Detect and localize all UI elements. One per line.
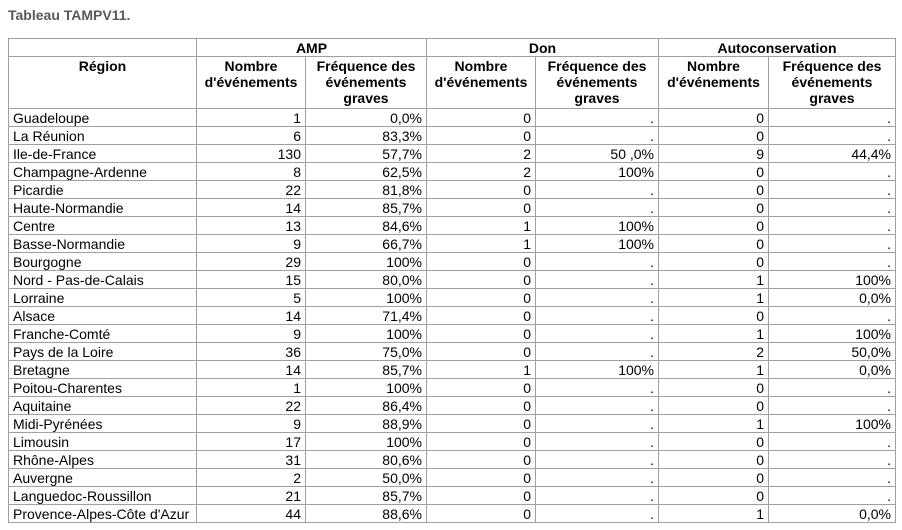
auto-frequence-cell: . bbox=[769, 433, 896, 451]
auto-nombre-cell: 0 bbox=[659, 487, 769, 505]
region-cell: Guadeloupe bbox=[9, 109, 197, 127]
amp-frequence-cell: 88,9% bbox=[306, 415, 427, 433]
group-header-autoconservation: Autoconservation bbox=[659, 39, 896, 57]
don-frequence-cell: . bbox=[536, 307, 659, 325]
amp-frequence-cell: 57,7% bbox=[306, 145, 427, 163]
table-title: Tableau TAMPV11. bbox=[8, 7, 131, 23]
don-nombre-cell: 0 bbox=[427, 415, 536, 433]
amp-nombre-cell: 14 bbox=[197, 361, 306, 379]
auto-frequence-cell: . bbox=[769, 163, 896, 181]
group-header-don: Don bbox=[427, 39, 659, 57]
don-nombre-cell: 0 bbox=[427, 379, 536, 397]
amp-frequence-cell: 0,0% bbox=[306, 109, 427, 127]
don-frequence-cell: . bbox=[536, 199, 659, 217]
auto-frequence-cell: . bbox=[769, 307, 896, 325]
amp-frequence-cell: 75,0% bbox=[306, 343, 427, 361]
region-cell: Basse-Normandie bbox=[9, 235, 197, 253]
auto-frequence-cell: . bbox=[769, 451, 896, 469]
table-row bbox=[9, 271, 896, 289]
auto-frequence-cell: 0,0% bbox=[769, 361, 896, 379]
auto-frequence-cell: 100% bbox=[769, 415, 896, 433]
table-row bbox=[9, 109, 896, 127]
don-frequence-cell: . bbox=[536, 415, 659, 433]
region-cell: Bourgogne bbox=[9, 253, 197, 271]
amp-frequence-cell: 85,7% bbox=[306, 487, 427, 505]
don-nombre-cell: 0 bbox=[427, 271, 536, 289]
amp-nombre-cell: 14 bbox=[197, 307, 306, 325]
table-row bbox=[9, 307, 896, 325]
auto-nombre-cell: 0 bbox=[659, 127, 769, 145]
don-frequence-cell: 100% bbox=[536, 235, 659, 253]
don-nombre-cell: 0 bbox=[427, 199, 536, 217]
amp-nombre-cell: 21 bbox=[197, 487, 306, 505]
don-nombre-cell: 1 bbox=[427, 361, 536, 379]
auto-nombre-cell: 0 bbox=[659, 451, 769, 469]
auto-nombre-cell: 1 bbox=[659, 415, 769, 433]
auto-nombre-cell: 0 bbox=[659, 199, 769, 217]
don-frequence-cell: . bbox=[536, 253, 659, 271]
amp-nombre-cell: 9 bbox=[197, 415, 306, 433]
table-row bbox=[9, 361, 896, 379]
don-nombre-cell: 0 bbox=[427, 433, 536, 451]
table-row bbox=[9, 397, 896, 415]
auto-nombre-cell: 1 bbox=[659, 271, 769, 289]
auto-nombre-header: Nombre d'événements bbox=[659, 57, 769, 109]
don-nombre-cell: 0 bbox=[427, 505, 536, 523]
region-cell: Picardie bbox=[9, 181, 197, 199]
don-frequence-cell: . bbox=[536, 289, 659, 307]
region-cell: Languedoc-Roussillon bbox=[9, 487, 197, 505]
amp-nombre-cell: 22 bbox=[197, 181, 306, 199]
don-nombre-cell: 2 bbox=[427, 145, 536, 163]
auto-frequence-cell: . bbox=[769, 199, 896, 217]
amp-nombre-cell: 1 bbox=[197, 379, 306, 397]
region-cell: Ile-de-France bbox=[9, 145, 197, 163]
auto-frequence-cell: . bbox=[769, 397, 896, 415]
don-frequence-cell: . bbox=[536, 433, 659, 451]
auto-nombre-cell: 1 bbox=[659, 325, 769, 343]
don-frequence-cell: . bbox=[536, 397, 659, 415]
table-row bbox=[9, 289, 896, 307]
region-cell: Haute-Normandie bbox=[9, 199, 197, 217]
auto-nombre-cell: 0 bbox=[659, 397, 769, 415]
amp-frequence-cell: 88,6% bbox=[306, 505, 427, 523]
amp-frequence-cell: 80,6% bbox=[306, 451, 427, 469]
amp-nombre-cell: 22 bbox=[197, 397, 306, 415]
amp-nombre-cell: 44 bbox=[197, 505, 306, 523]
amp-frequence-cell: 86,4% bbox=[306, 397, 427, 415]
amp-nombre-cell: 31 bbox=[197, 451, 306, 469]
auto-frequence-cell: . bbox=[769, 217, 896, 235]
table-row bbox=[9, 235, 896, 253]
table-row bbox=[9, 253, 896, 271]
amp-nombre-cell: 29 bbox=[197, 253, 306, 271]
don-nombre-cell: 1 bbox=[427, 235, 536, 253]
don-nombre-cell: 0 bbox=[427, 451, 536, 469]
region-cell: Poitou-Charentes bbox=[9, 379, 197, 397]
auto-nombre-cell: 0 bbox=[659, 109, 769, 127]
don-nombre-cell: 0 bbox=[427, 109, 536, 127]
auto-frequence-cell: . bbox=[769, 253, 896, 271]
don-frequence-cell: . bbox=[536, 271, 659, 289]
amp-frequence-cell: 100% bbox=[306, 379, 427, 397]
table-row bbox=[9, 343, 896, 361]
auto-frequence-cell: 0,0% bbox=[769, 505, 896, 523]
don-frequence-cell: . bbox=[536, 127, 659, 145]
amp-frequence-cell: 80,0% bbox=[306, 271, 427, 289]
don-frequence-header: Fréquence des événements graves bbox=[536, 57, 659, 109]
amp-nombre-cell: 15 bbox=[197, 271, 306, 289]
auto-nombre-cell: 0 bbox=[659, 235, 769, 253]
amp-frequence-cell: 84,6% bbox=[306, 217, 427, 235]
events-by-region-table bbox=[8, 38, 896, 523]
region-cell: Limousin bbox=[9, 433, 197, 451]
region-cell: Lorraine bbox=[9, 289, 197, 307]
auto-nombre-cell: 1 bbox=[659, 505, 769, 523]
auto-nombre-cell: 2 bbox=[659, 343, 769, 361]
auto-frequence-cell: 50,0% bbox=[769, 343, 896, 361]
amp-nombre-cell: 5 bbox=[197, 289, 306, 307]
auto-frequence-cell: . bbox=[769, 181, 896, 199]
table-row bbox=[9, 451, 896, 469]
region-cell: Auvergne bbox=[9, 469, 197, 487]
don-nombre-cell: 2 bbox=[427, 163, 536, 181]
table-row bbox=[9, 433, 896, 451]
amp-frequence-cell: 85,7% bbox=[306, 361, 427, 379]
table-row bbox=[9, 145, 896, 163]
auto-frequence-cell: 100% bbox=[769, 325, 896, 343]
auto-nombre-cell: 9 bbox=[659, 145, 769, 163]
don-frequence-cell: . bbox=[536, 325, 659, 343]
don-nombre-header: Nombre d'événements bbox=[427, 57, 536, 109]
table-row bbox=[9, 325, 896, 343]
amp-frequence-cell: 100% bbox=[306, 289, 427, 307]
region-cell: Alsace bbox=[9, 307, 197, 325]
auto-nombre-cell: 0 bbox=[659, 181, 769, 199]
table-header bbox=[9, 39, 896, 109]
table-row bbox=[9, 127, 896, 145]
region-cell: Centre bbox=[9, 217, 197, 235]
auto-nombre-cell: 0 bbox=[659, 379, 769, 397]
auto-frequence-header: Fréquence des événements graves bbox=[769, 57, 896, 109]
region-column-header: Région bbox=[9, 57, 197, 109]
don-nombre-cell: 0 bbox=[427, 325, 536, 343]
don-nombre-cell: 0 bbox=[427, 307, 536, 325]
don-frequence-cell: . bbox=[536, 505, 659, 523]
amp-frequence-cell: 85,7% bbox=[306, 199, 427, 217]
amp-frequence-cell: 62,5% bbox=[306, 163, 427, 181]
amp-nombre-cell: 130 bbox=[197, 145, 306, 163]
amp-nombre-cell: 14 bbox=[197, 199, 306, 217]
don-nombre-cell: 0 bbox=[427, 289, 536, 307]
don-frequence-cell: . bbox=[536, 487, 659, 505]
don-nombre-cell: 0 bbox=[427, 487, 536, 505]
table-row bbox=[9, 487, 896, 505]
amp-frequence-header: Fréquence des événements graves bbox=[306, 57, 427, 109]
amp-nombre-cell: 9 bbox=[197, 325, 306, 343]
auto-frequence-cell: 0,0% bbox=[769, 289, 896, 307]
amp-nombre-cell: 36 bbox=[197, 343, 306, 361]
region-cell: Pays de la Loire bbox=[9, 343, 197, 361]
auto-frequence-cell: . bbox=[769, 379, 896, 397]
table-row bbox=[9, 379, 896, 397]
amp-nombre-cell: 8 bbox=[197, 163, 306, 181]
table-body bbox=[9, 109, 896, 523]
auto-frequence-cell: . bbox=[769, 487, 896, 505]
don-nombre-cell: 0 bbox=[427, 181, 536, 199]
region-cell: Nord - Pas-de-Calais bbox=[9, 271, 197, 289]
auto-nombre-cell: 0 bbox=[659, 253, 769, 271]
region-cell: Bretagne bbox=[9, 361, 197, 379]
region-cell: Provence-Alpes-Côte d'Azur bbox=[9, 505, 197, 523]
auto-nombre-cell: 0 bbox=[659, 433, 769, 451]
amp-nombre-cell: 13 bbox=[197, 217, 306, 235]
sub-header-row bbox=[9, 57, 896, 109]
amp-frequence-cell: 81,8% bbox=[306, 181, 427, 199]
amp-nombre-cell: 9 bbox=[197, 235, 306, 253]
amp-frequence-cell: 83,3% bbox=[306, 127, 427, 145]
don-frequence-cell: . bbox=[536, 181, 659, 199]
don-frequence-cell: 50 ,0% bbox=[536, 145, 659, 163]
don-nombre-cell: 0 bbox=[427, 343, 536, 361]
don-frequence-cell: . bbox=[536, 451, 659, 469]
amp-frequence-cell: 66,7% bbox=[306, 235, 427, 253]
auto-nombre-cell: 0 bbox=[659, 469, 769, 487]
region-cell: La Réunion bbox=[9, 127, 197, 145]
don-frequence-cell: 100% bbox=[536, 163, 659, 181]
amp-frequence-cell: 50,0% bbox=[306, 469, 427, 487]
don-frequence-cell: 100% bbox=[536, 217, 659, 235]
auto-frequence-cell: . bbox=[769, 127, 896, 145]
don-frequence-cell: . bbox=[536, 109, 659, 127]
table-row bbox=[9, 163, 896, 181]
amp-frequence-cell: 100% bbox=[306, 253, 427, 271]
group-header-amp: AMP bbox=[197, 39, 427, 57]
auto-nombre-cell: 1 bbox=[659, 361, 769, 379]
auto-frequence-cell: 100% bbox=[769, 271, 896, 289]
auto-frequence-cell: . bbox=[769, 109, 896, 127]
don-nombre-cell: 0 bbox=[427, 127, 536, 145]
auto-frequence-cell: . bbox=[769, 235, 896, 253]
auto-nombre-cell: 0 bbox=[659, 307, 769, 325]
table-row bbox=[9, 181, 896, 199]
group-header-row bbox=[9, 39, 896, 57]
don-frequence-cell: 100% bbox=[536, 361, 659, 379]
table-row bbox=[9, 469, 896, 487]
region-cell: Franche-Comté bbox=[9, 325, 197, 343]
amp-nombre-cell: 17 bbox=[197, 433, 306, 451]
amp-nombre-cell: 6 bbox=[197, 127, 306, 145]
region-cell: Rhône-Alpes bbox=[9, 451, 197, 469]
don-nombre-cell: 1 bbox=[427, 217, 536, 235]
auto-frequence-cell: 44,4% bbox=[769, 145, 896, 163]
table-row bbox=[9, 217, 896, 235]
don-frequence-cell: . bbox=[536, 469, 659, 487]
region-cell: Aquitaine bbox=[9, 397, 197, 415]
auto-nombre-cell: 0 bbox=[659, 163, 769, 181]
don-frequence-cell: . bbox=[536, 343, 659, 361]
don-frequence-cell: . bbox=[536, 379, 659, 397]
amp-nombre-header: Nombre d'événements bbox=[197, 57, 306, 109]
amp-frequence-cell: 71,4% bbox=[306, 307, 427, 325]
amp-nombre-cell: 1 bbox=[197, 109, 306, 127]
group-header-empty bbox=[9, 39, 197, 57]
table-row bbox=[9, 415, 896, 433]
don-nombre-cell: 0 bbox=[427, 469, 536, 487]
region-cell: Midi-Pyrénées bbox=[9, 415, 197, 433]
region-cell: Champagne-Ardenne bbox=[9, 163, 197, 181]
auto-nombre-cell: 0 bbox=[659, 217, 769, 235]
auto-nombre-cell: 1 bbox=[659, 289, 769, 307]
amp-nombre-cell: 2 bbox=[197, 469, 306, 487]
table-row bbox=[9, 505, 896, 523]
don-nombre-cell: 0 bbox=[427, 253, 536, 271]
amp-frequence-cell: 100% bbox=[306, 433, 427, 451]
amp-frequence-cell: 100% bbox=[306, 325, 427, 343]
auto-frequence-cell: . bbox=[769, 469, 896, 487]
don-nombre-cell: 0 bbox=[427, 397, 536, 415]
table-row bbox=[9, 199, 896, 217]
